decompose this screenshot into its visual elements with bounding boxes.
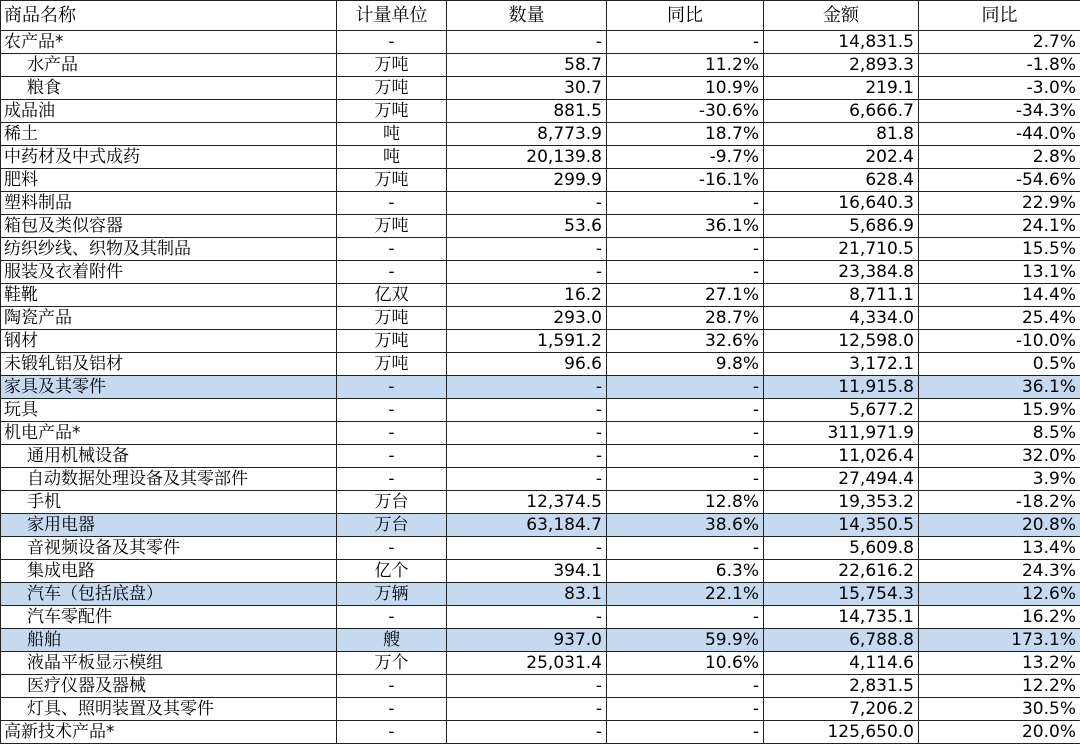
- cell-amount: 311,971.9: [764, 422, 919, 445]
- cell-commodity-name: 玩具: [1, 399, 337, 422]
- cell-commodity-name: 箱包及类似容器: [1, 215, 337, 238]
- cell-quantity-yoy: 38.6%: [607, 514, 764, 537]
- cell-unit: 亿个: [337, 560, 447, 583]
- cell-amount-yoy: -1.8%: [919, 54, 1080, 77]
- cell-amount: 219.1: [764, 77, 919, 100]
- cell-quantity: 53.6: [447, 215, 607, 238]
- cell-quantity: 58.7: [447, 54, 607, 77]
- cell-quantity-yoy: -30.6%: [607, 100, 764, 123]
- cell-unit: 万吨: [337, 307, 447, 330]
- table-row: [1, 169, 1080, 192]
- table-row: [1, 238, 1080, 261]
- table-row: [1, 514, 1080, 537]
- cell-quantity-yoy: 59.9%: [607, 629, 764, 652]
- cell-unit: 万吨: [337, 169, 447, 192]
- cell-commodity-name: 医疗仪器及器械: [1, 675, 337, 698]
- table-row: [1, 652, 1080, 675]
- cell-amount: 3,172.1: [764, 353, 919, 376]
- header-quantity-yoy: 同比: [607, 1, 764, 31]
- cell-amount-yoy: 15.9%: [919, 399, 1080, 422]
- cell-unit: -: [337, 399, 447, 422]
- cell-quantity-yoy: -: [607, 537, 764, 560]
- cell-amount-yoy: 30.5%: [919, 698, 1080, 721]
- cell-quantity: -: [447, 537, 607, 560]
- cell-amount-yoy: 24.1%: [919, 215, 1080, 238]
- cell-quantity: 63,184.7: [447, 514, 607, 537]
- table-row: [1, 629, 1080, 652]
- cell-unit: 万吨: [337, 77, 447, 100]
- cell-amount-yoy: 12.6%: [919, 583, 1080, 606]
- cell-amount: 11,026.4: [764, 445, 919, 468]
- header-amount-yoy: 同比: [919, 1, 1080, 31]
- cell-unit: -: [337, 192, 447, 215]
- cell-quantity-yoy: -: [607, 192, 764, 215]
- cell-quantity: -: [447, 445, 607, 468]
- header-unit: 计量单位: [337, 1, 447, 31]
- cell-amount-yoy: -44.0%: [919, 123, 1080, 146]
- cell-amount-yoy: 32.0%: [919, 445, 1080, 468]
- cell-amount-yoy: 14.4%: [919, 284, 1080, 307]
- table-row: [1, 537, 1080, 560]
- table-row: [1, 376, 1080, 399]
- cell-quantity: 96.6: [447, 353, 607, 376]
- cell-commodity-name: 水产品: [1, 54, 337, 77]
- cell-amount-yoy: -18.2%: [919, 491, 1080, 514]
- cell-amount: 7,206.2: [764, 698, 919, 721]
- cell-amount: 4,114.6: [764, 652, 919, 675]
- cell-amount: 14,735.1: [764, 606, 919, 629]
- table-row: [1, 445, 1080, 468]
- cell-quantity-yoy: -: [607, 376, 764, 399]
- cell-commodity-name: 家用电器: [1, 514, 337, 537]
- cell-amount: 27,494.4: [764, 468, 919, 491]
- cell-quantity-yoy: 12.8%: [607, 491, 764, 514]
- cell-quantity: -: [447, 675, 607, 698]
- cell-quantity-yoy: -: [607, 261, 764, 284]
- cell-amount-yoy: 13.1%: [919, 261, 1080, 284]
- cell-amount-yoy: -3.0%: [919, 77, 1080, 100]
- cell-commodity-name: 集成电路: [1, 560, 337, 583]
- cell-quantity: 293.0: [447, 307, 607, 330]
- cell-unit: -: [337, 445, 447, 468]
- cell-quantity-yoy: -: [607, 675, 764, 698]
- cell-amount-yoy: 8.5%: [919, 422, 1080, 445]
- cell-unit: 亿双: [337, 284, 447, 307]
- cell-amount: 202.4: [764, 146, 919, 169]
- cell-commodity-name: 塑料制品: [1, 192, 337, 215]
- cell-quantity: 299.9: [447, 169, 607, 192]
- cell-amount-yoy: 2.7%: [919, 31, 1080, 54]
- cell-amount: 5,609.8: [764, 537, 919, 560]
- cell-commodity-name: 陶瓷产品: [1, 307, 337, 330]
- cell-amount-yoy: -54.6%: [919, 169, 1080, 192]
- cell-commodity-name: 通用机械设备: [1, 445, 337, 468]
- cell-amount: 19,353.2: [764, 491, 919, 514]
- cell-quantity-yoy: 22.1%: [607, 583, 764, 606]
- cell-quantity-yoy: -: [607, 238, 764, 261]
- cell-amount: 6,666.7: [764, 100, 919, 123]
- cell-amount: 4,334.0: [764, 307, 919, 330]
- table-row: [1, 284, 1080, 307]
- cell-amount-yoy: 12.2%: [919, 675, 1080, 698]
- cell-quantity: -: [447, 399, 607, 422]
- table-row: [1, 330, 1080, 353]
- cell-amount: 125,650.0: [764, 721, 919, 744]
- cell-quantity: 881.5: [447, 100, 607, 123]
- cell-unit: -: [337, 698, 447, 721]
- cell-unit: 艘: [337, 629, 447, 652]
- cell-commodity-name: 汽车零配件: [1, 606, 337, 629]
- cell-unit: -: [337, 422, 447, 445]
- cell-commodity-name: 鞋靴: [1, 284, 337, 307]
- table-row: [1, 721, 1080, 744]
- table-row: [1, 698, 1080, 721]
- table-row: [1, 215, 1080, 238]
- cell-quantity-yoy: -: [607, 399, 764, 422]
- cell-quantity: -: [447, 238, 607, 261]
- cell-unit: 万吨: [337, 330, 447, 353]
- cell-commodity-name: 中药材及中式成药: [1, 146, 337, 169]
- cell-quantity-yoy: -: [607, 468, 764, 491]
- cell-amount-yoy: 13.2%: [919, 652, 1080, 675]
- cell-amount: 14,350.5: [764, 514, 919, 537]
- table-row: [1, 583, 1080, 606]
- cell-unit: 万台: [337, 514, 447, 537]
- cell-quantity: -: [447, 31, 607, 54]
- cell-amount: 2,831.5: [764, 675, 919, 698]
- cell-quantity-yoy: -: [607, 422, 764, 445]
- table-row: [1, 31, 1080, 54]
- cell-quantity: 83.1: [447, 583, 607, 606]
- cell-quantity-yoy: -: [607, 698, 764, 721]
- cell-commodity-name: 服装及衣着附件: [1, 261, 337, 284]
- cell-amount-yoy: -34.3%: [919, 100, 1080, 123]
- table-row: [1, 399, 1080, 422]
- table-row: [1, 675, 1080, 698]
- table-row: [1, 192, 1080, 215]
- cell-amount-yoy: 16.2%: [919, 606, 1080, 629]
- table-row: [1, 123, 1080, 146]
- header-commodity-name: 商品名称: [1, 1, 337, 31]
- cell-amount: 6,788.8: [764, 629, 919, 652]
- cell-unit: -: [337, 468, 447, 491]
- cell-commodity-name: 粮食: [1, 77, 337, 100]
- cell-amount: 14,831.5: [764, 31, 919, 54]
- table-row: [1, 54, 1080, 77]
- cell-amount-yoy: 15.5%: [919, 238, 1080, 261]
- cell-amount-yoy: 0.5%: [919, 353, 1080, 376]
- cell-quantity: -: [447, 468, 607, 491]
- table-row: [1, 146, 1080, 169]
- cell-unit: 吨: [337, 123, 447, 146]
- table-row: [1, 491, 1080, 514]
- cell-amount: 2,893.3: [764, 54, 919, 77]
- cell-quantity-yoy: 6.3%: [607, 560, 764, 583]
- cell-unit: 万吨: [337, 353, 447, 376]
- header-amount: 金额: [764, 1, 919, 31]
- cell-amount: 21,710.5: [764, 238, 919, 261]
- header-quantity: 数量: [447, 1, 607, 31]
- cell-quantity-yoy: 18.7%: [607, 123, 764, 146]
- cell-unit: -: [337, 31, 447, 54]
- cell-unit: -: [337, 675, 447, 698]
- cell-quantity-yoy: 28.7%: [607, 307, 764, 330]
- cell-quantity: 394.1: [447, 560, 607, 583]
- cell-unit: 万吨: [337, 54, 447, 77]
- table-row: [1, 422, 1080, 445]
- cell-quantity: -: [447, 606, 607, 629]
- cell-quantity: 8,773.9: [447, 123, 607, 146]
- cell-commodity-name: 纺织纱线、织物及其制品: [1, 238, 337, 261]
- cell-commodity-name: 稀土: [1, 123, 337, 146]
- cell-quantity-yoy: -: [607, 606, 764, 629]
- cell-amount: 5,686.9: [764, 215, 919, 238]
- cell-amount: 16,640.3: [764, 192, 919, 215]
- cell-quantity: -: [447, 422, 607, 445]
- cell-commodity-name: 液晶平板显示模组: [1, 652, 337, 675]
- cell-commodity-name: 高新技术产品*: [1, 721, 337, 744]
- table-row: [1, 560, 1080, 583]
- cell-quantity-yoy: -: [607, 721, 764, 744]
- cell-commodity-name: 成品油: [1, 100, 337, 123]
- cell-quantity-yoy: -: [607, 31, 764, 54]
- cell-amount-yoy: -10.0%: [919, 330, 1080, 353]
- cell-unit: 万吨: [337, 215, 447, 238]
- table-row: [1, 261, 1080, 284]
- cell-quantity: -: [447, 192, 607, 215]
- cell-amount-yoy: 24.3%: [919, 560, 1080, 583]
- cell-quantity-yoy: 36.1%: [607, 215, 764, 238]
- cell-amount: 11,915.8: [764, 376, 919, 399]
- cell-unit: -: [337, 238, 447, 261]
- cell-unit: -: [337, 721, 447, 744]
- cell-commodity-name: 音视频设备及其零件: [1, 537, 337, 560]
- cell-commodity-name: 机电产品*: [1, 422, 337, 445]
- cell-quantity-yoy: 27.1%: [607, 284, 764, 307]
- cell-commodity-name: 农产品*: [1, 31, 337, 54]
- cell-quantity: 16.2: [447, 284, 607, 307]
- cell-unit: 万吨: [337, 100, 447, 123]
- cell-amount-yoy: 3.9%: [919, 468, 1080, 491]
- cell-amount-yoy: 25.4%: [919, 307, 1080, 330]
- table-row: [1, 307, 1080, 330]
- cell-unit: 吨: [337, 146, 447, 169]
- cell-commodity-name: 船舶: [1, 629, 337, 652]
- cell-quantity-yoy: -16.1%: [607, 169, 764, 192]
- table-row: [1, 353, 1080, 376]
- cell-quantity-yoy: 10.6%: [607, 652, 764, 675]
- cell-quantity-yoy: 10.9%: [607, 77, 764, 100]
- cell-amount: 628.4: [764, 169, 919, 192]
- cell-amount-yoy: 2.8%: [919, 146, 1080, 169]
- cell-unit: -: [337, 261, 447, 284]
- cell-commodity-name: 未锻轧铝及铝材: [1, 353, 337, 376]
- cell-quantity: -: [447, 721, 607, 744]
- cell-quantity: 937.0: [447, 629, 607, 652]
- cell-quantity: 12,374.5: [447, 491, 607, 514]
- cell-quantity: 1,591.2: [447, 330, 607, 353]
- cell-quantity: -: [447, 698, 607, 721]
- cell-amount-yoy: 20.8%: [919, 514, 1080, 537]
- cell-quantity: -: [447, 376, 607, 399]
- cell-amount-yoy: 20.0%: [919, 721, 1080, 744]
- cell-amount-yoy: 173.1%: [919, 629, 1080, 652]
- table-row: [1, 77, 1080, 100]
- table-row: [1, 468, 1080, 491]
- cell-quantity: 30.7: [447, 77, 607, 100]
- cell-amount: 81.8: [764, 123, 919, 146]
- cell-amount: 5,677.2: [764, 399, 919, 422]
- cell-commodity-name: 灯具、照明装置及其零件: [1, 698, 337, 721]
- cell-unit: -: [337, 606, 447, 629]
- cell-quantity: 25,031.4: [447, 652, 607, 675]
- table-row: [1, 100, 1080, 123]
- header-row: [1, 1, 1080, 31]
- cell-commodity-name: 肥料: [1, 169, 337, 192]
- cell-commodity-name: 汽车（包括底盘）: [1, 583, 337, 606]
- table-body: [1, 31, 1080, 744]
- cell-amount: 23,384.8: [764, 261, 919, 284]
- cell-unit: 万台: [337, 491, 447, 514]
- cell-amount-yoy: 36.1%: [919, 376, 1080, 399]
- cell-amount: 12,598.0: [764, 330, 919, 353]
- cell-quantity-yoy: 11.2%: [607, 54, 764, 77]
- cell-unit: -: [337, 537, 447, 560]
- cell-unit: 万个: [337, 652, 447, 675]
- cell-unit: 万辆: [337, 583, 447, 606]
- cell-commodity-name: 手机: [1, 491, 337, 514]
- cell-commodity-name: 钢材: [1, 330, 337, 353]
- cell-quantity-yoy: -9.7%: [607, 146, 764, 169]
- cell-amount-yoy: 13.4%: [919, 537, 1080, 560]
- cell-unit: -: [337, 376, 447, 399]
- cell-commodity-name: 自动数据处理设备及其零部件: [1, 468, 337, 491]
- cell-quantity-yoy: 9.8%: [607, 353, 764, 376]
- cell-amount: 22,616.2: [764, 560, 919, 583]
- cell-quantity: 20,139.8: [447, 146, 607, 169]
- cell-amount: 15,754.3: [764, 583, 919, 606]
- cell-amount: 8,711.1: [764, 284, 919, 307]
- cell-amount-yoy: 22.9%: [919, 192, 1080, 215]
- cell-commodity-name: 家具及其零件: [1, 376, 337, 399]
- cell-quantity-yoy: -: [607, 445, 764, 468]
- cell-quantity-yoy: 32.6%: [607, 330, 764, 353]
- table-row: [1, 606, 1080, 629]
- cell-quantity: -: [447, 261, 607, 284]
